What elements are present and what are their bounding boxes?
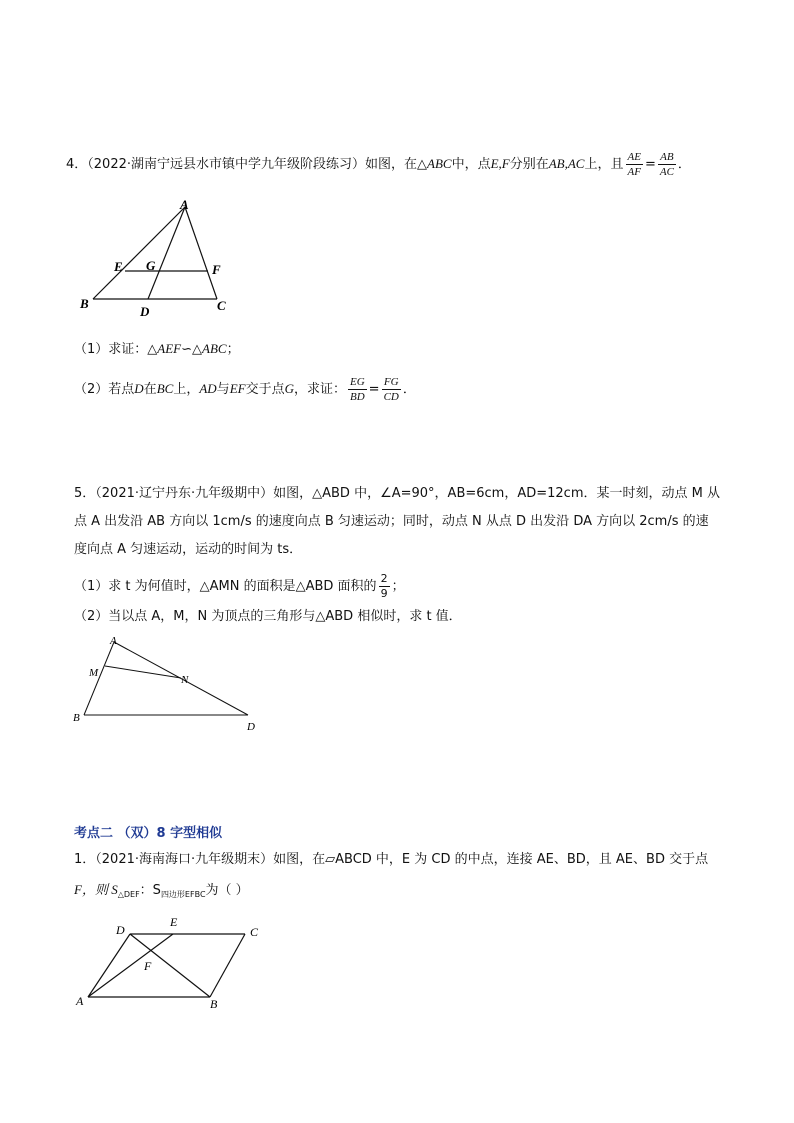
section-heading: 考点二 （双）8 字型相似 [74, 826, 223, 841]
point-n-label: N [181, 674, 189, 686]
point-g-label: G [146, 258, 156, 273]
q4-triangle-figure [74, 196, 244, 320]
q4-part2: （2）若点D在BC上，AD与EF交于点G，求证： $\frac{EG}{BD}$ = $\frac{FG}{CD}$ ． [74, 376, 416, 403]
q5-line3: 度向点 A 匀速运动，运动的时间为 ts． [74, 542, 303, 557]
point-d-label: D [140, 304, 150, 319]
q4-statement: 4．（2022·湖南宁远县水市镇中学九年级阶段练习）如图，在△ABC中，点E,F分别在AB,AC上，且 $\frac{AE}{AF}$ = $\frac{AB}{AC}$ ． [66, 151, 691, 178]
point-m-label: M [89, 667, 99, 679]
q5-part2: （2）当以点 A，M，N 为顶点的三角形与△ABD 相似时，求 t 值． [74, 609, 462, 624]
point-d-label: D [116, 923, 125, 937]
q1-line2: F，则 $S_{\triangle DEF}$：$S_{四边形EFBC}$为（ ） [74, 882, 249, 899]
fraction-ab-ac: $\frac{AB}{AC}$ [659, 151, 674, 178]
point-e-label: E [170, 915, 178, 929]
fraction-ae-af: $\frac{AE}{AF}$ [627, 151, 641, 178]
q5-triangle-figure [70, 632, 270, 732]
point-f-label: F [144, 959, 152, 973]
fraction-fg-cd: $\frac{FG}{CD}$ [383, 376, 399, 403]
q1-parallelogram-figure [70, 912, 280, 1012]
q4-part1: （1）求证：△AEF∽△ABC； [74, 341, 240, 357]
fraction-eg-bd: $\frac{EG}{BD}$ [350, 376, 365, 403]
point-a-label: A [180, 197, 189, 212]
point-c-label: C [217, 298, 226, 313]
q5-line1: 5．（2021·辽宁丹东·九年级期中）如图，△ABD 中，∠A=90°，AB=6cm，AD=12cm．某一时刻，动点 M 从 [74, 486, 720, 501]
q5-part1: （1）求 t 为何值时，△AMN 的面积是△ABD 面积的 $\frac{2}{9}$ ； [74, 572, 405, 600]
point-b-label: B [73, 712, 80, 724]
point-a-label: A [110, 635, 117, 647]
fraction-two-ninths: $\frac{2}{9}$ [380, 572, 388, 600]
point-b-label: B [80, 296, 89, 311]
q5-line2: 点 A 出发沿 AB 方向以 1cm/s 的速度向点 B 匀速运动；同时，动点 N 从点 D 出发沿 DA 方向以 2cm/s 的速 [74, 514, 709, 529]
q1-line1: 1．（2021·海南海口·九年级期末）如图，在▱ABCD 中，E 为 CD 的中点，连接 AE、BD，且 AE、BD 交于点 [74, 852, 709, 867]
point-a-label: A [76, 994, 84, 1008]
point-d-label: D [247, 721, 255, 732]
point-f-label: F [212, 262, 221, 277]
point-b-label: B [210, 997, 218, 1011]
point-c-label: C [250, 925, 259, 939]
point-e-label: E [114, 259, 123, 274]
